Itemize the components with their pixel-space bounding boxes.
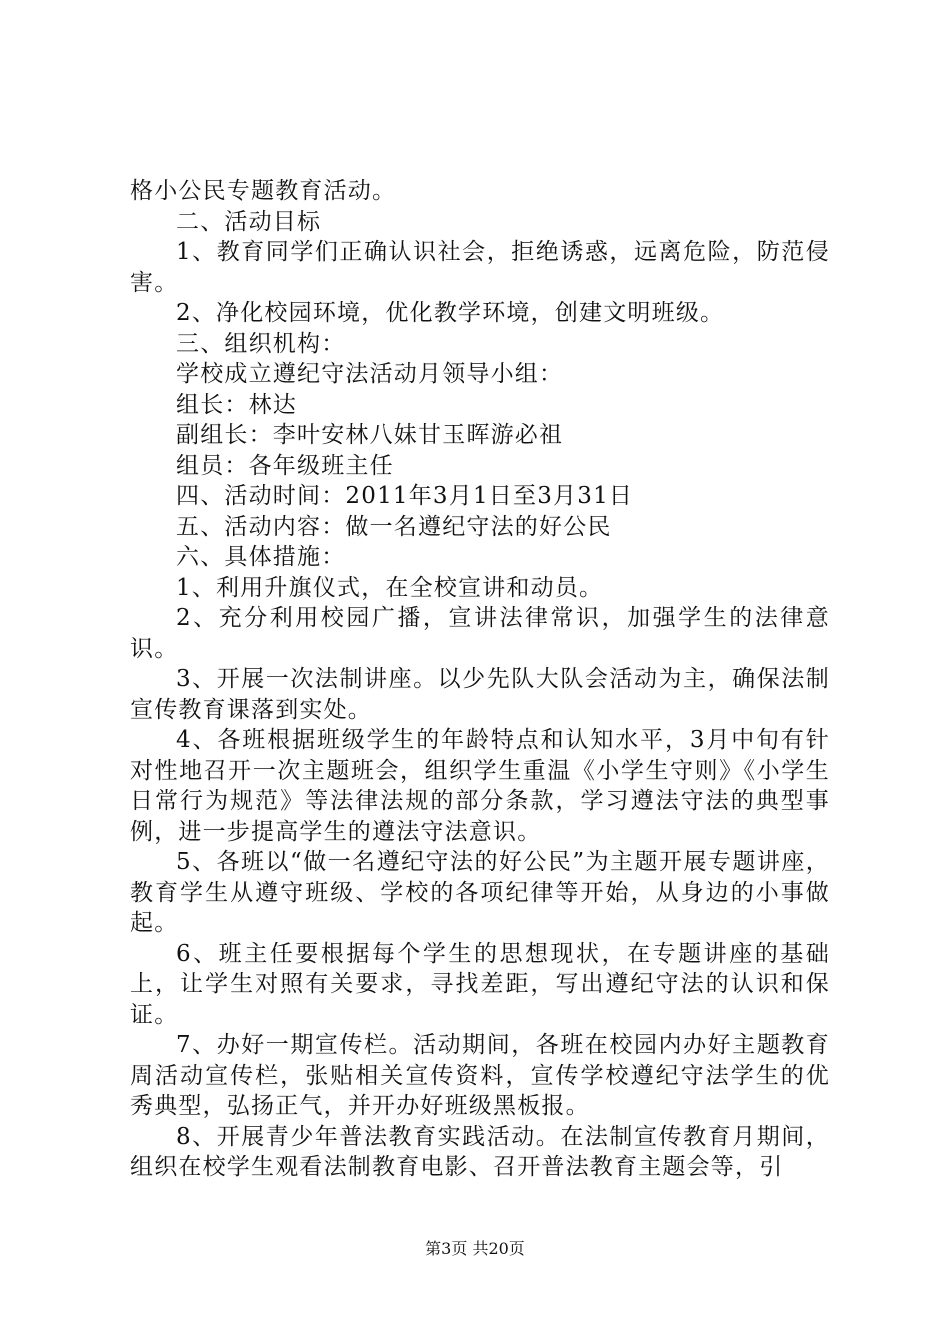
paragraph: 五、活动内容：做一名遵纪守法的好公民 xyxy=(176,513,612,540)
paragraph: 7、办好一期宣传栏。活动期间，各班在校园内办好主题教育周活动宣传栏，张贴相关宣传资料，宣传学校遵纪守法学生的优秀典型，弘扬正气，并开办好班级黑板报。 xyxy=(130,1032,830,1119)
page-footer: 第3页 共20页 xyxy=(425,1239,525,1258)
paragraph: 1、利用升旗仪式，在全校宣讲和动员。 xyxy=(176,574,604,601)
paragraph: 副组长：李叶安林八妹甘玉晖游必祖 xyxy=(176,422,564,448)
paragraph: 六、具体措施： xyxy=(176,544,346,570)
paragraph: 3、开展一次法制讲座。以少先队大队会活动为主，确保法制宣传教育课落到实处。 xyxy=(130,666,830,723)
paragraph: 二、活动目标 xyxy=(176,208,322,235)
paragraph: 2、净化校园环境，优化教学环境，创建文明班级。 xyxy=(176,300,725,326)
paragraph: 格小公民专题教育活动。 xyxy=(130,178,397,204)
paragraph: 四、活动时间：2011年3月1日至3月31日 xyxy=(176,483,634,509)
document-body xyxy=(130,176,830,1183)
paragraph: 组员：各年级班主任 xyxy=(176,452,394,479)
paragraph: 学校成立遵纪守法活动月领导小组： xyxy=(176,361,564,387)
paragraph: 1、教育同学们正确认识社会，拒绝诱惑，远离危险，防范侵害。 xyxy=(130,239,830,296)
paragraph: 三、组织机构： xyxy=(176,330,346,357)
paragraph: 4、各班根据班级学生的年龄特点和认知水平，3月中旬有针对性地召开一次主题班会，组织学生重温《小学生守则》《小学生日常行为规范》等法律法规的部分条款，学习遵法守法的典型事例，进一步提高学生的遵法守法意识。 xyxy=(130,727,830,845)
paragraph: 6、班主任要根据每个学生的思想现状，在专题讲座的基础上，让学生对照有关要求，寻找差距，写出遵纪守法的认识和保证。 xyxy=(130,940,830,1028)
paragraph: 2、充分利用校园广播，宣讲法律常识，加强学生的法律意识。 xyxy=(130,605,830,662)
paragraph: 组长：林达 xyxy=(176,391,297,418)
paragraph: 5、各班以“做一名遵纪守法的好公民”为主题开展专题讲座，教育学生从遵守班级、学校的各项纪律等开始，从身边的小事做起。 xyxy=(130,849,830,936)
paragraph: 8、开展青少年普法教育实践活动。在法制宣传教育月期间，组织在校学生观看法制教育电影、召开普法教育主题会等，引 xyxy=(130,1123,830,1180)
